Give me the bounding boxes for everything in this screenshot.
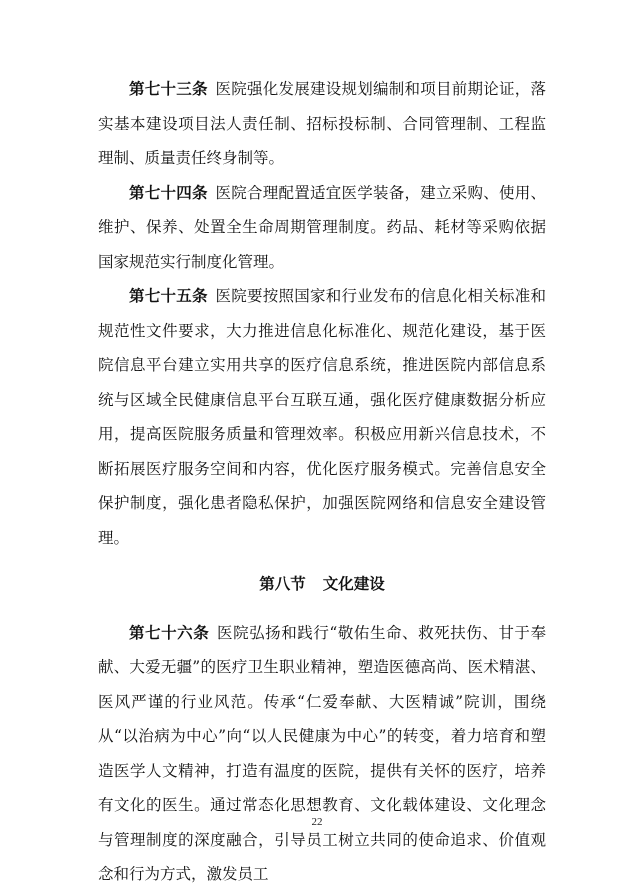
article-text: 医院要按照国家和行业发布的信息化相关标准和规范性文件要求，大力推进信息化标准化、规范化建设，基于医院信息平台建立实用共享的医疗信息系统，推进医院内部信息系统与区域全民健康信息平台互联互通，强化医疗健康数据分析应用，提高医院服务质量和管理效率。积极应用新兴信息技术，不断拓展医疗服务空间和内容，优化医疗服务模式。完善信息安全保护制度，强化患者隐私保护，加强医院网络和信息安全建设管理。 [98,287,546,547]
article-label: 第七十四条 [129,182,208,202]
article-text: 医院强化发展建设规划编制和项目前期论证，落实基本建设项目法人责任制、招标投标制、合同管理制、工程监理制、质量责任终身制等。 [98,80,546,167]
page-number: 22 [311,816,323,828]
article-75 [98,279,546,555]
article-label: 第七十六条 [129,622,210,642]
article-text: 医院合理配置适宜医学装备，建立采购、使用、维护、保养、处置全生命周期管理制度。药品、耗材等采购依据国家规范实行制度化管理。 [98,183,546,271]
article-74 [98,176,546,280]
article-73 [98,72,546,176]
article-label: 第七十五条 [129,286,208,305]
article-76 [98,616,546,892]
section-number: 第八节 [259,574,306,593]
section-title: 文化建设 [322,574,385,593]
article-text: 医院弘扬和践行“敬佑生命、救死扶伤、甘于奉献、大爱无疆”的医疗卫生职业精神，塑造医德高尚、医术精湛、医风严谨的行业风范。传承“仁爱奉献、大医精诚”院训，围绕从“以治病为中心”向“以人民健康为中心”的转变，着力培育和塑造医学人文精神，打造有温度的医院，提供有关怀的医疗，培养有文化的医生。通过常态化思想教育、文化载体建设、文化理念与管理制度的深度融合，引导员工树立共同的使命追求、价值观念和行为方式，激发员工 [98,623,546,883]
document-body [98,72,546,892]
section-heading [98,567,546,602]
article-label: 第七十三条 [129,79,208,98]
